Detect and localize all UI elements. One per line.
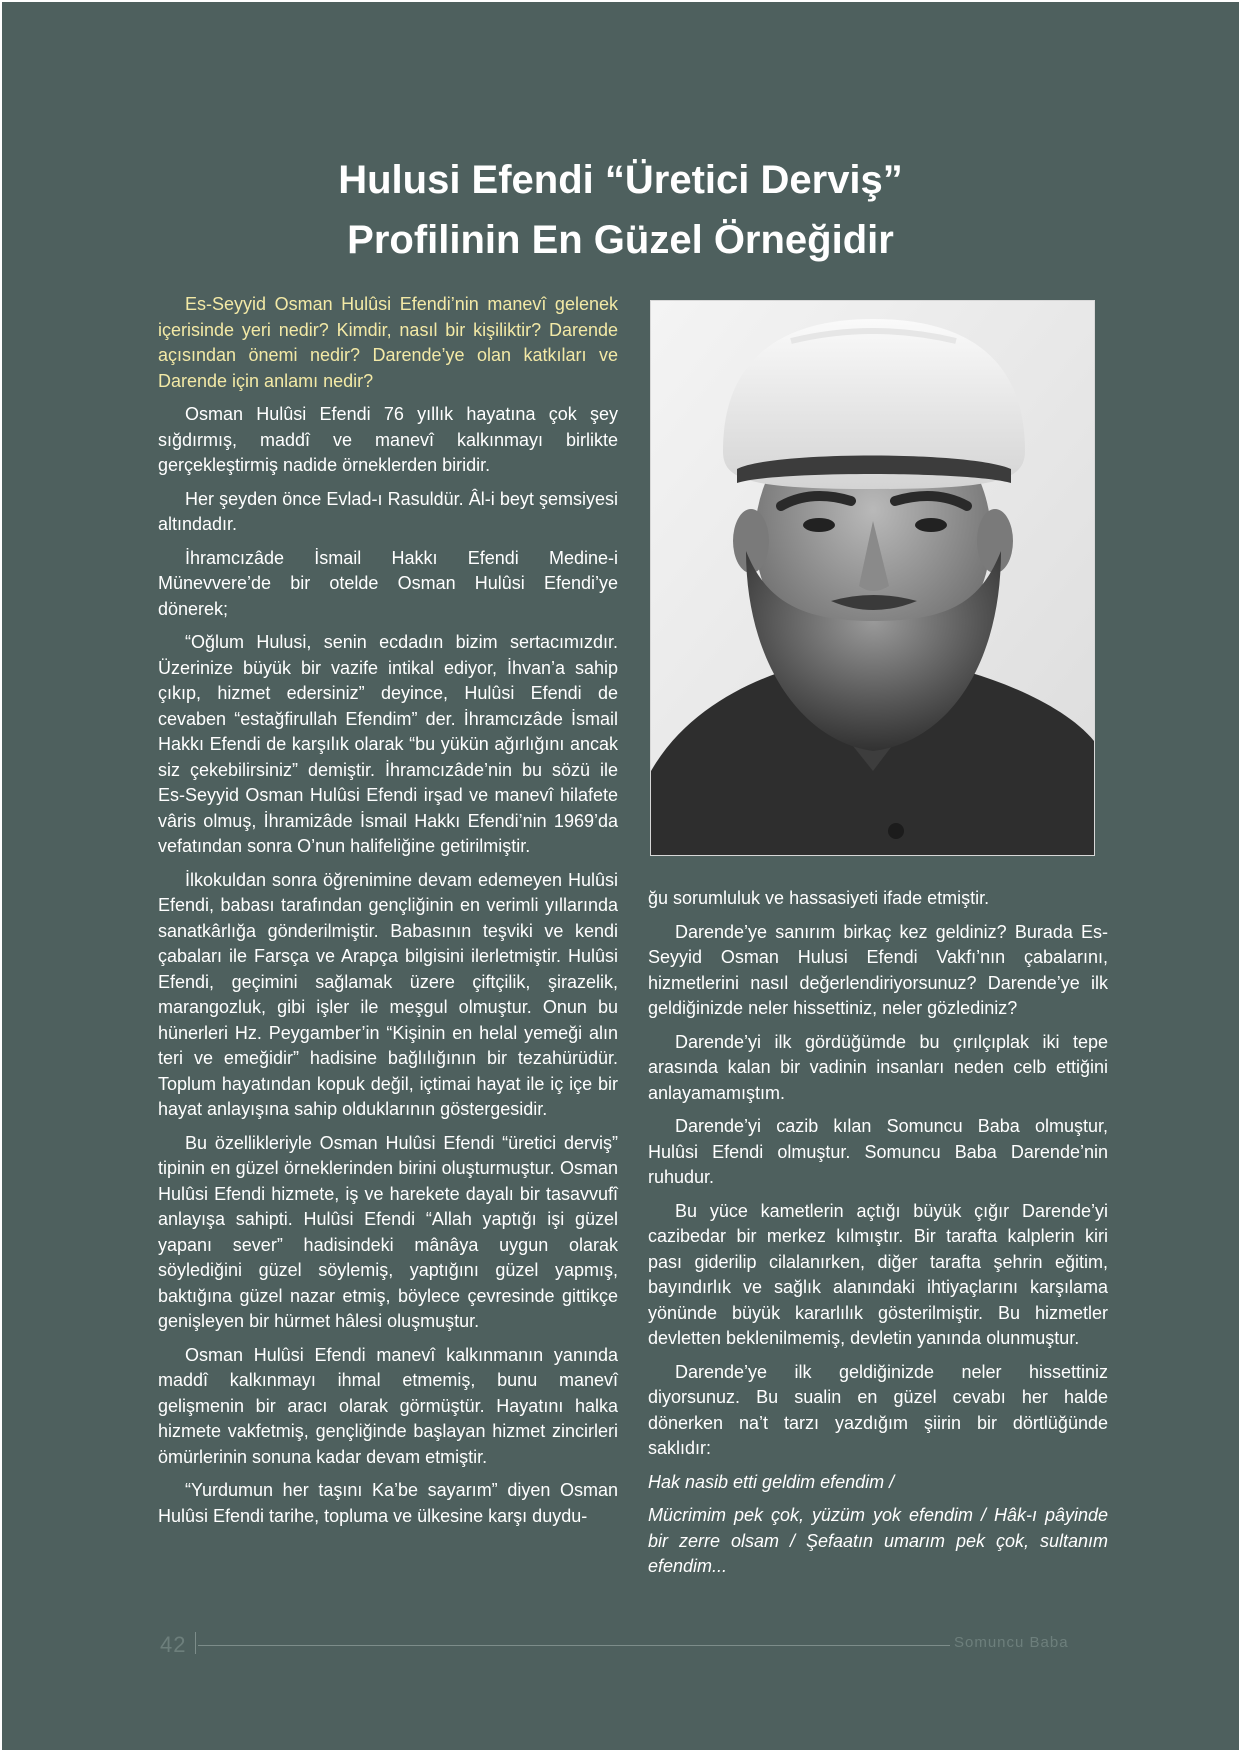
portrait-photo <box>650 300 1095 856</box>
lead-question: Es-Seyyid Osman Hulûsi Efendi’nin manevî gelenek içerisinde yeri nedir? Kimdir, nasıl bir kişiliktir? Darende açısından önemi nedir? Darende’ye olan katkıları ve Darende için anlamı nedir? <box>158 294 618 391</box>
paragraph: Osman Hulûsi Efendi 76 yıllık hayatına çok şey sığdırmış, maddî ve manevî kalkınmayı birlikte gerçekleştirmiş nadide örneklerden biridir. <box>158 404 618 475</box>
magazine-name: Somuncu Baba <box>954 1634 1069 1651</box>
paragraph: İhramcızâde İsmail Hakkı Efendi Medine-i Münevvere’de bir otelde Osman Hulûsi Efendi’ye dönerek; <box>158 547 618 619</box>
article-title <box>2 150 1239 270</box>
paragraph: Darende’yi cazib kılan Somuncu Baba olmuştur, Hulûsi Efendi olmuştur. Somuncu Baba Darende’nin ruhudur. <box>648 1116 1108 1187</box>
poem-line: Mücrimim pek çok, yüzüm yok efendim / Hâk-ı pâyinde bir zerre olsam / Şefaatın umarım pek çok, sultanım efendim... <box>648 1505 1108 1576</box>
paragraph: İlkokuldan sonra öğrenimine devam edemeyen Hulûsi Efendi, babası tarafından gençliğinin en verimli yıllarında sanatkârlığa gönderilmiştir. Babasının teşviki ve kendi çabaları ile Farsça ve Arapça bilgisini ilerletmiştir. Hulûsi Efendi, geçimini sağlamak üzere çiftçilik, şirazelik, marangozluk, gibi işler ile meşgul olmuştur. Onun bu hünerleri Hz. Peygamber’in “Kişinin en helal yemeği alın teri ve emeğidir” hadisine bağlılığının bir tezahürüdür. Toplum hayatından kopuk değil, içtimai hayat ile iç içe bir hayat anlayışına sahip olduklarının göstergesidir. <box>158 869 618 1119</box>
paragraph: “Yurdumun her taşını Ka’be sayarım” diyen Osman Hulûsi Efendi tarihe, topluma ve ülkesine karşı duydu- <box>158 1480 618 1526</box>
footer-rule <box>198 1645 950 1646</box>
magazine-page <box>2 2 1239 1750</box>
title-line-2: Profilinin En Güzel Örneğidir <box>347 218 894 262</box>
paragraph: Darende’ye ilk geldiğinizde neler hissettiniz diyorsunuz. Bu sualin en güzel cevabı her halde dönerken na’t tarzı yazdığım şiirin bir dörtlüğünde saklıdır: <box>648 1361 1108 1458</box>
paragraph: Bu özellikleriyle Osman Hulûsi Efendi “üretici derviş” tipinin en güzel örneklerinden birini oluşturmuştur. Osman Hulûsi Efendi hizmete, iş ve harekete dayalı bir tasavvufî anlayışa sahipti. Hulûsi Efendi “Allah yaptığı işi güzel yapanı sever” hadisindeki mânâya uygun olarak söylediğini güzel söylemiş, yaptığını güzel yapmış, baktığına güzel nazar etmiş, böylece çevresinde gittikçe genişleyen bir hürmet hâlesi oluşmuştur. <box>158 1132 618 1331</box>
portrait-illustration <box>651 301 1094 855</box>
right-column <box>648 886 1108 1588</box>
left-column <box>158 292 618 1537</box>
paragraph: Darende’yi ilk gördüğümde bu çırılçıplak iki tepe arasında kalan bir vadinin insanları neden celb ettiğini anlayamamıştım. <box>648 1031 1108 1103</box>
footer-divider <box>195 1632 196 1654</box>
question-paragraph: Darende’ye sanırım birkaç kez geldiniz? Burada Es-Seyyid Osman Hulusi Efendi Vakfı’nın çabalarını, hizmetlerini nasıl değerlendiriyorsunuz? Darende’ye ilk geldiğinizde neler hissettiniz, neler gözlediniz? <box>648 921 1108 1018</box>
paragraph: Bu yüce kametlerin açtığı büyük çığır Darende’yi cazibedar bir merkez kılmıştır. Bir tarafta kalplerin kiri pası giderilip cilalanırken, diğer tarafta şehrin eğitim, bayındırlık ve sağlık alanındaki ihtiyaçlarını karşılama yönünde büyük kararlılık gösterilmiştir. Bu hizmetler devletten beklenilmemiş, devletin yanında olunmuştur. <box>648 1200 1108 1348</box>
quote-paragraph: “Oğlum Hulusi, senin ecdadın bizim sertacımızdır. Üzerinize büyük bir vazife intikal ediyor, İhvan’a sahip çıkıp, hizmet edersiniz” deyince, Hulûsi Efendi de cevaben “estağfirullah Efendim” der. İhramcızâde İsmail Hakkı Efendi de karşılık olarak “bu yükün ağırlığını ancak siz çekebilirsiniz” demiştir. İhramcızâde’nin bu sözü ile Es-Seyyid Osman Hulûsi Efendi irşad ve manevî hilafete vâris olmuş, İhramizâde İsmail Hakkı Efendi’nin 1969’da vefatından sonra O’nun halifeliğine getirilmiştir. <box>158 632 618 856</box>
poem-line: Hak nasib etti geldim efendim / <box>648 1471 895 1492</box>
paragraph: Her şeyden önce Evlad-ı Rasuldür. Âl-i beyt şemsiyesi altındadır. <box>158 488 618 534</box>
paragraph: ğu sorumluluk ve hassasiyeti ifade etmiştir. <box>648 888 990 908</box>
paragraph: Osman Hulûsi Efendi manevî kalkınmanın yanında maddî kalkınmayı ihmal etmemiş, bunu manevî gelişmenin bir aracı olarak görmüştür. Hayatını halka hizmete vakfetmiş, gençliğinde başlayan hizmet zincirleri ömürlerinin sonuna kadar devam etmiştir. <box>158 1344 618 1467</box>
page-number: 42 <box>160 1632 187 1657</box>
title-line-1: Hulusi Efendi “Üretici Derviş” <box>338 158 903 202</box>
